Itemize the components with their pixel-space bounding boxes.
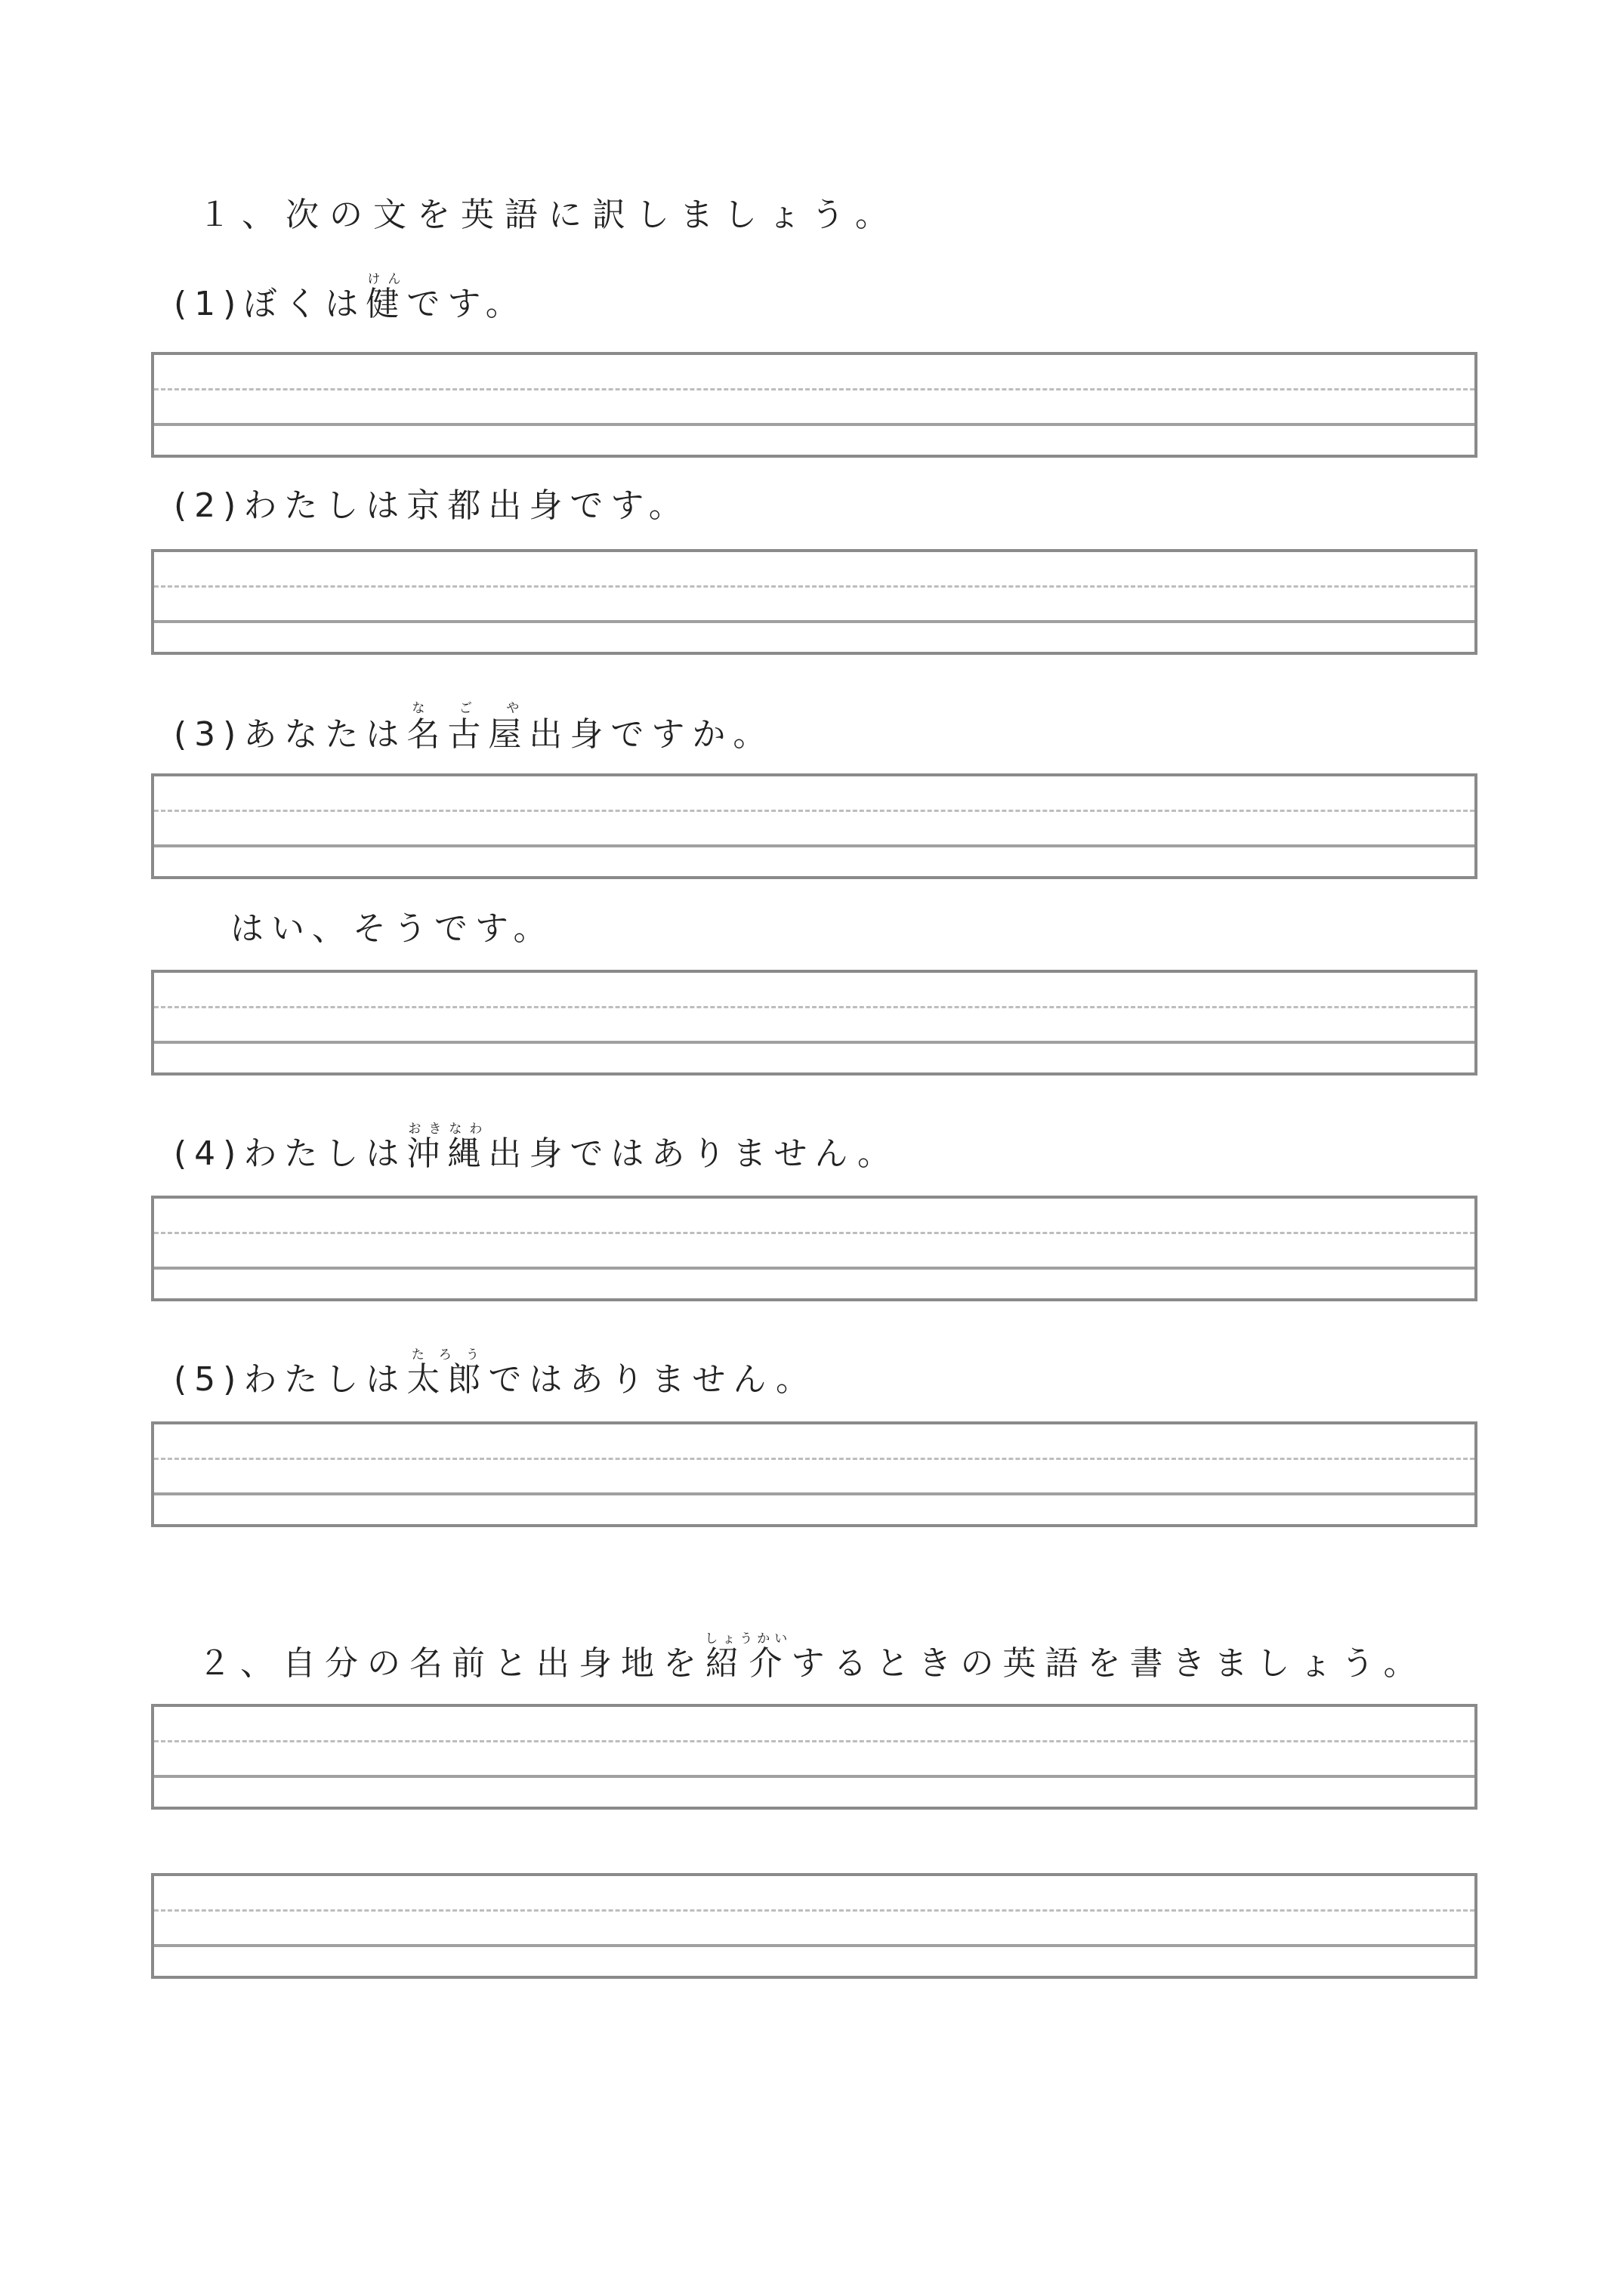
answer-box-6[interactable] — [151, 1704, 1477, 1810]
guide-dashed-line — [154, 1909, 1474, 1912]
guide-dashed-line — [154, 388, 1474, 390]
ruby-word — [406, 701, 529, 754]
question-number: (4) — [174, 1134, 244, 1173]
answer-box-5[interactable] — [151, 1421, 1477, 1527]
furigana: しょうかい — [705, 1631, 792, 1646]
guide-dashed-line — [154, 585, 1474, 588]
baseline — [154, 1492, 1474, 1495]
baseline — [154, 1775, 1474, 1778]
baseline — [154, 844, 1474, 847]
question-text-pre: わたしは — [243, 1360, 407, 1399]
kanji: 健 — [366, 285, 407, 323]
guide-dashed-line — [154, 1458, 1474, 1460]
question-text-post: です。 — [406, 285, 526, 323]
question-4 — [174, 1122, 898, 1177]
question-number: (1) — [174, 285, 244, 323]
guide-dashed-line — [154, 1740, 1474, 1742]
question-number: (2) — [174, 486, 244, 525]
answer-box-2[interactable] — [151, 549, 1477, 655]
question-text-post: 出身ですか。 — [529, 715, 774, 754]
answer-box-1[interactable] — [151, 352, 1477, 458]
answer-box-3[interactable] — [151, 773, 1477, 879]
kanji: 名古屋 — [406, 715, 529, 754]
question-2 — [174, 483, 690, 529]
furigana: けん — [366, 272, 407, 287]
kanji: 沖縄 — [406, 1134, 489, 1173]
ruby-word — [366, 272, 407, 323]
question-number: (3) — [174, 715, 244, 754]
baseline — [154, 1267, 1474, 1270]
ruby-word — [406, 1122, 489, 1173]
question-text-pre: わたしは — [243, 1134, 407, 1173]
baseline — [154, 423, 1474, 426]
baseline — [154, 620, 1474, 623]
answer-box-4[interactable] — [151, 1196, 1477, 1301]
answer-box-3b[interactable] — [151, 970, 1477, 1076]
question-text-post: ではありません。 — [488, 1360, 817, 1399]
guide-dashed-line — [154, 1232, 1474, 1234]
question-text: わたしは京都出身です。 — [243, 486, 690, 525]
question-text-pre: ぼくは — [243, 285, 366, 323]
question-1 — [174, 272, 526, 327]
question-text-pre: あなたは — [243, 715, 407, 754]
section-2-heading — [198, 1631, 1426, 1687]
ruby-word — [705, 1631, 792, 1683]
kanji: 紹介 — [705, 1644, 792, 1683]
baseline — [154, 1041, 1474, 1044]
question-5 — [174, 1347, 817, 1403]
answer-box-7[interactable] — [151, 1873, 1477, 1979]
baseline — [154, 1944, 1474, 1947]
furigana: たろう — [406, 1347, 489, 1363]
furigana: な ご や — [406, 701, 529, 716]
furigana: おきなわ — [406, 1122, 489, 1137]
question-text-post: 出身ではありません。 — [488, 1134, 898, 1173]
kanji: 太郎 — [406, 1360, 489, 1399]
question-3 — [174, 701, 773, 758]
guide-dashed-line — [154, 1006, 1474, 1008]
question-number: (5) — [174, 1360, 244, 1399]
answer-prompt: はい、そうです。 — [230, 909, 554, 948]
guide-dashed-line — [154, 810, 1474, 812]
ruby-word — [406, 1347, 489, 1399]
section-1-heading: １、次の文を英語に訳しましょう。 — [198, 196, 899, 234]
heading-text-pre: ２、自分の名前と出身地を — [198, 1644, 705, 1683]
heading-text-post: するときの英語を書きましょう。 — [791, 1644, 1426, 1683]
